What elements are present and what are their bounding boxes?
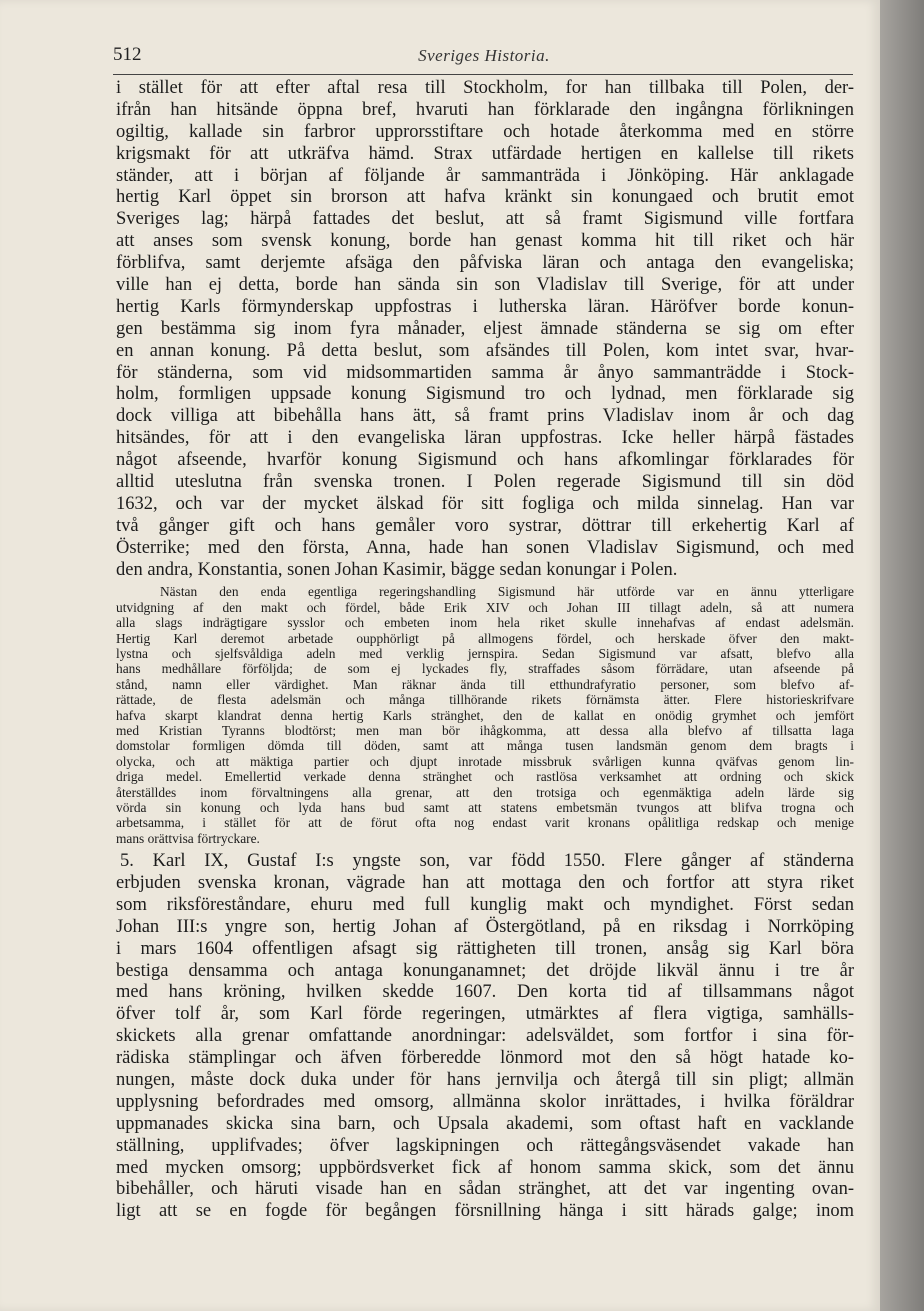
- text-line: nungen, måste dock duka under för hans jernvilja och återgå till sin pligt; allmän: [116, 1070, 854, 1091]
- text-line: med mycken omsorg; uppbördsverket fick af honom samma skick, som det ännu: [116, 1157, 854, 1178]
- text-line: krigsmakt för att utkräfva hämd. Strax utfärdade hertigen en kallelse till rikets: [116, 143, 854, 164]
- text-line: förblifva, samt derjemte afsäga den påfviska läran och antaga den evangeliska;: [116, 253, 854, 274]
- note-line: alla slags indrägtigare sysslor och embeten inom hela riket skulle innehafvas af endast adelsmän.: [116, 615, 854, 631]
- note-line: driga medel. Emellertid verkade denna stränghet och rastlösa verksamhet att ordning och skick: [116, 769, 854, 785]
- text-line: ifrån han hitsände öppna bref, hvaruti han förklarade den ingångna förlikningen: [116, 99, 854, 120]
- text-line: uppmanades skicka sina barn, och Upsala akademi, som oftast haft en vacklande: [116, 1113, 854, 1134]
- note-line: hans medhållare förföljda; de som ej lyckades fly, straffades såsom förrädare, utan afseende på: [116, 661, 854, 677]
- text-line: ogiltig, kallade sin farbror upprorsstiftare och hotade återkomma med en större: [116, 121, 854, 142]
- text-line: 1632, och var der mycket älskad för sitt fogliga och milda sinnelag. Han var: [116, 493, 854, 514]
- text-line: som riksföreståndare, ehuru med full kunglig makt och myndighet. Först sedan: [116, 894, 854, 915]
- note-line: olycka, och att mäktiga partier och djupt inrotade missbruk svårligen kunna qväfvas genom lin-: [116, 753, 854, 769]
- paragraph-sigismund: [116, 78, 854, 581]
- note-line: lystna och sjelfsvåldiga adeln med verklig jernspira. Sedan Sigismund var afsatt, blefvo alla: [116, 646, 854, 662]
- text-line: något afseende, hvarför konung Sigismund och hans afkomlingar förklarades för: [116, 450, 854, 471]
- page-header: [113, 42, 855, 72]
- text-line: hertig Karls förmynderskap uppfostras i lutherska läran. Häröfver borde konun-: [116, 296, 854, 317]
- note-line: Hertig Karl deremot arbetade oupphörligt på allmogens fördel, och herskade öfver den makt-: [116, 630, 854, 646]
- text-line: att anses som svensk konung, borde han genast komma hit till riket och här: [116, 231, 854, 252]
- note-line: hafva skarpt klandrat denna hertig Karls stränghet, den de kallat en onödig grymhet och jemfört: [116, 707, 854, 723]
- text-line: hitsändes, för att i den evangeliska läran uppfostras. Icke heller härpå fästades: [116, 428, 854, 449]
- note-line: vörda sin konung och lyda hans bud samt att statens embetsmän tvungos att blifva trogna och: [116, 799, 854, 815]
- text-line: gen bestämma sig inom fyra månader, eljest ämnade ständerna se sig om efter: [116, 318, 854, 339]
- note-line: arbetsamma, i stället för att de förut ofta nog endast varit kronans opålitliga redskap och menige: [116, 815, 854, 831]
- text-line: en annan konung. På detta beslut, som afsändes till Polen, kom intet svar, hvar-: [116, 340, 854, 361]
- note-line: återställdes inom förvaltningens alla grenar, att den trotsiga och egenmäktiga adeln lärde sig: [116, 784, 854, 800]
- page-body: [116, 78, 854, 1223]
- text-line: Johan III:s yngre son, hertig Johan af Östergötland, på en riksdag i Norrköping: [116, 916, 854, 937]
- note-line: stånd, namn eller värdighet. Man räknar ända till etthundrafyratio personer, som blefvo af-: [116, 676, 854, 692]
- text-line: skickets alla grenar omfattande anordningar: adelsväldet, som fortfor i sina för-: [116, 1026, 854, 1047]
- note-line: rättade, de flesta adelsmän och många tillhörande rikets förnämsta ätter. Flere historieskrifvare: [116, 692, 854, 708]
- text-line: i stället för att efter aftal resa till Stockholm, for han tillbaka till Polen, der-: [116, 78, 854, 98]
- text-line: alltid uteslutna från svenska tronen. I Polen regerade Sigismund till sin död: [116, 472, 854, 493]
- note-line: domstolar formligen dömda till döden, samt att många tusen landsmän genom dem bragts i: [116, 738, 854, 754]
- text-line: rädiska stämplingar och äfven förberedde lönmord mot den så högt hatade ko-: [116, 1048, 854, 1069]
- text-line: för ständerna, som vid midsommartiden samma år ånyo sammanträdde i Stock-: [116, 362, 854, 383]
- note-line: utvidgning af den makt och fördel, både Erik XIV och Johan III tillagt adeln, så att numera: [116, 599, 854, 615]
- text-line: Österrike; med den första, Anna, hade han sonen Vladislav Sigismund, och med: [116, 537, 854, 558]
- paragraph-karl-ix: [116, 851, 854, 1223]
- text-line: dock villiga att bibehålla hans ätt, så framt prins Vladislav inom år och dag: [116, 406, 854, 427]
- footnote-block: [116, 584, 854, 846]
- text-line: ville han ej detta, borde han sända sin son Vladislav till Sverige, för att under: [116, 275, 854, 296]
- text-line: med hans kröning, hvilken skedde 1607. Den korta tid af tillsammans något: [116, 982, 854, 1003]
- text-line: bibehåller, och häruti visade han en sådan stränghet, att det var ingenting ovan-: [116, 1179, 854, 1200]
- text-line: två gånger gift och hans gemåler voro systrar, döttrar till erkehertig Karl af: [116, 515, 854, 536]
- note-line: med Kristian Tyranns blodtörst; men man bör ihågkomma, att dessa alla blefvo af tillsatta laga: [116, 723, 854, 738]
- text-line: den andra, Konstantia, sonen Johan Kasimir, bägge sedan konungar i Polen.: [116, 559, 678, 580]
- text-line: ställning, upplifvades; öfver lagskipningen och rättegångsväsendet vakade han: [116, 1135, 854, 1156]
- text-line: holm, formligen uppsade konung Sigismund tro och lydnad, men förklarade sig: [116, 384, 854, 405]
- text-line: ständer, att i början af följande år sammanträda i Jönköping. Här anklagade: [116, 165, 854, 186]
- text-line: Sveriges lag; härpå fattades det beslut, att så framt Sigismund ville fortfara: [116, 209, 854, 230]
- header-rule: [113, 74, 853, 75]
- text-line: ligt att se en fogde för begången försnillning hänga i sitt härads galge; inom: [116, 1201, 854, 1222]
- text-line: bestiga densamma och antaga konunganamnet; det dröjde likväl ännu i tre år: [116, 960, 854, 981]
- text-line: 5. Karl IX, Gustaf I:s yngste son, var född 1550. Flere gånger af ständerna: [120, 851, 854, 872]
- text-line: i mars 1604 offentligen afsagt sig rättigheten till tronen, ansåg sig Karl böra: [116, 938, 854, 959]
- page-number: 512: [113, 44, 142, 65]
- running-title: Sveriges Historia.: [418, 46, 550, 65]
- page-edge: [880, 0, 924, 1311]
- text-line: upplysning befordrades med omsorg, allmänna skolor inrättades, i hvilka föräldrar: [116, 1091, 854, 1112]
- text-line: erbjuden svenska kronan, vägrade han att mottaga den och fortfor att styra riket: [116, 873, 854, 894]
- note-line: mans orättvisa förtryckare.: [116, 830, 260, 846]
- note-line: Nästan den enda egentliga regeringshandling Sigismund här utförde var en ännu ytterligare: [160, 584, 854, 600]
- text-line: öfver tolf år, som Karl förde regeringen, utmärktes af flera vigtiga, samhälls-: [116, 1004, 854, 1025]
- text-line: hertig Karl öppet sin brorson att hafva kränkt sin konungaed och brutit emot: [116, 187, 854, 208]
